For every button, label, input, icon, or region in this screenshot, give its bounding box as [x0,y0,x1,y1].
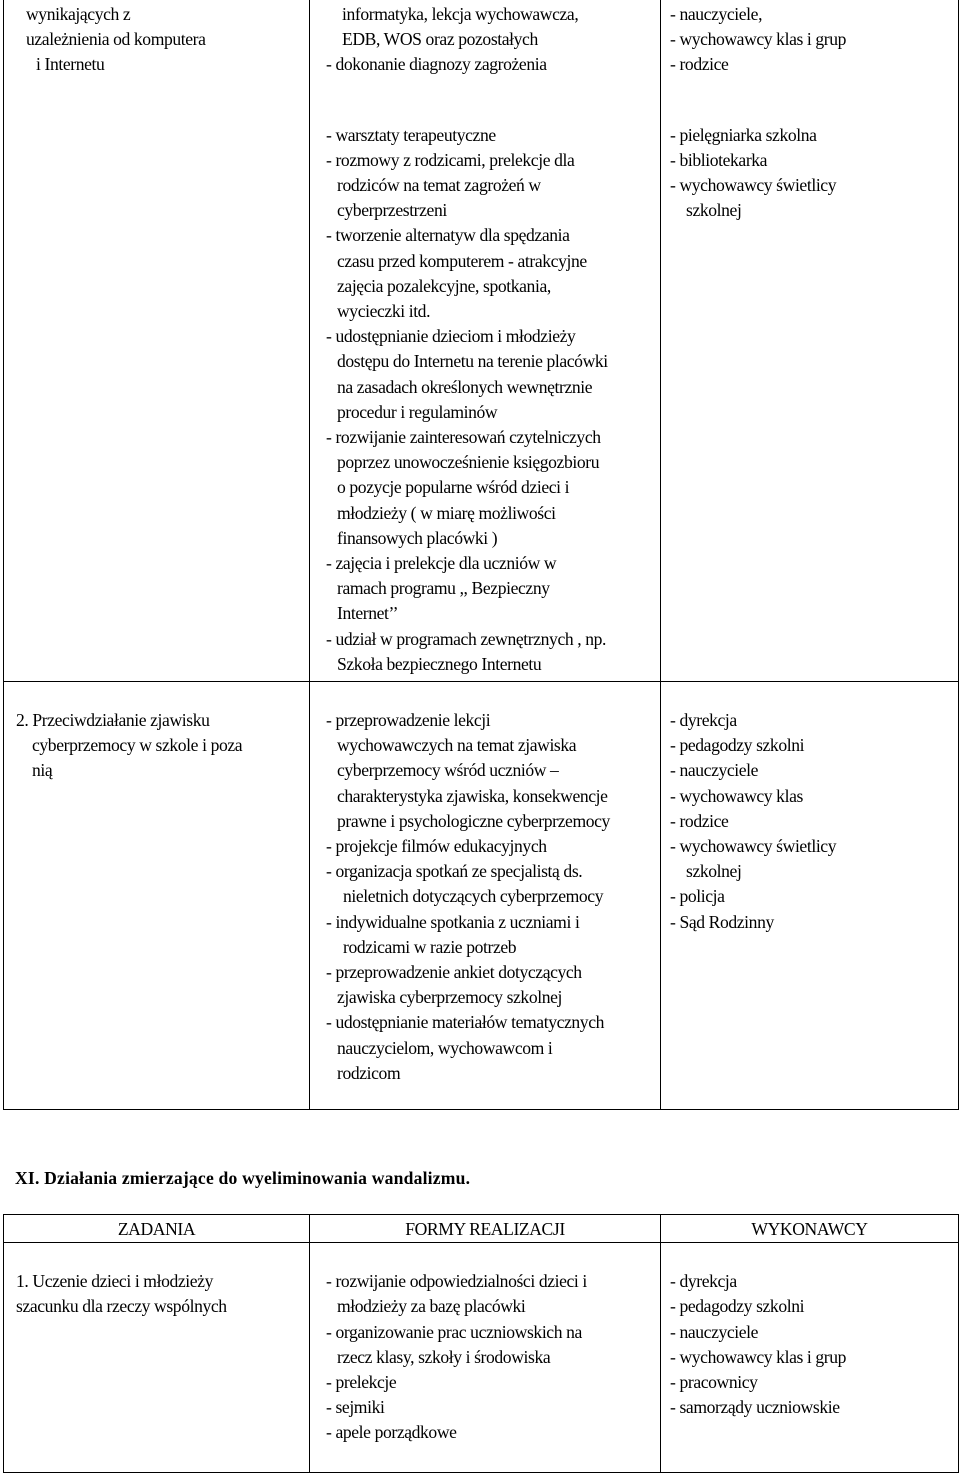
text-line: - nauczyciele, [670,4,763,24]
text-line: - wychowawcy klas i grup [670,1346,847,1367]
header-cell-tasks [4,1215,310,1243]
text-line: nieletnich dotyczących cyberprzemocy [343,886,604,907]
table-header-row [4,1215,959,1243]
header-label: ZADANIA [117,1219,196,1239]
text-line: czasu przed komputerem - atrakcyjne [337,250,587,271]
text-line: rodzicom [337,1062,401,1083]
text-line: - wychowawcy świetlicy [670,836,837,857]
text-line: cyberprzemocy w szkole i poza [32,735,243,756]
text-line: - warsztaty terapeutyczne [326,124,496,145]
text-line: - pedagodzy szkolni [670,735,805,756]
task-text [4,682,309,784]
text-line: - sejmiki [326,1397,385,1418]
text-line: szacunku dla rzeczy wspólnych [16,1296,227,1317]
header-cell-forms [310,1215,661,1243]
task-cell [4,0,310,682]
text-line: dostępu do Internetu na terenie placówki [337,351,608,372]
forms-text [310,1243,660,1445]
text-line: - indywidualne spotkania z uczniami i [326,911,580,932]
text-line: rodzicami w razie potrzeb [343,936,517,957]
text-line: - tworzenie alternatyw dla spędzania [326,225,570,246]
text-line: ramach programu ,, Bezpieczny [337,578,550,599]
task-cell [4,1243,310,1473]
text-line: informatyka, lekcja wychowawcza, [342,4,579,24]
executors-text [661,1243,958,1420]
table-upper [3,0,959,1110]
text-line: - pracownicy [670,1372,758,1393]
text-line: zjawiska cyberprzemocy szkolnej [337,987,563,1008]
executors-text [661,0,958,223]
text-line: - wychowawcy klas [670,785,803,806]
text-line: - rodzice [670,810,729,831]
text-line: - rozwijanie zainteresowań czytelniczych [326,427,601,448]
text-line: - apele porządkowe [326,1422,457,1443]
text-line: wynikających z [26,4,131,24]
text-line: - bibliotekarka [670,149,768,170]
text-line: charakterystyka zjawiska, konsekwencje [337,785,608,806]
text-line: - samorządy uczniowskie [670,1397,840,1418]
text-line: - prelekcje [326,1372,397,1393]
table-row [4,0,959,682]
task-text [4,1243,309,1319]
text-line: - zajęcia i prelekcje dla uczniów w [326,553,557,574]
text-line: o pozycje popularne wśród dzieci i [337,477,570,498]
text-line: młodzieży za bazę placówki [337,1296,526,1317]
header-label: WYKONAWCY [751,1219,868,1239]
text-line: 2. Przeciwdziałanie zjawisku [16,710,210,730]
text-line: zajęcia pozalekcyjne, spotkania, [337,275,551,296]
header-cell-executors [661,1215,959,1243]
text-line: - nauczyciele [670,760,759,781]
spacer [326,78,660,123]
text-line: wycieczki itd. [337,301,431,322]
text-line: rzecz klasy, szkoły i środowiska [337,1346,551,1367]
text-line: i Internetu [36,54,105,75]
executors-cell [661,682,959,1110]
text-line: 1. Uczenie dzieci i młodzieży [16,1271,213,1292]
text-line: - pedagodzy szkolni [670,1296,805,1317]
text-line: - przeprowadzenie lekcji [326,710,491,730]
executors-text [661,682,958,935]
text-line: - rodzice [670,54,729,75]
text-line: nauczycielom, wychowawcom i [337,1037,553,1058]
text-line: - rozmowy z rodzicami, prelekcje dla [326,149,575,170]
header-label: FORMY REALIZACJI [405,1219,565,1239]
text-line: - dyrekcja [670,710,737,730]
text-line: - projekcje filmów edukacyjnych [326,836,547,857]
text-line: - organizacja spotkań ze specjalistą ds. [326,861,583,882]
text-line: - wychowawcy świetlicy [670,175,837,196]
text-line: - udostępnianie dzieciom i młodzieży [326,326,576,347]
text-line: wychowawczych na temat zjawiska [337,735,577,756]
text-line: - udział w programach zewnętrznych , np. [326,628,607,649]
text-line: Internet’’ [337,603,399,624]
table-lower [3,1214,959,1473]
executors-cell [661,1243,959,1473]
text-line: - pielęgniarka szkolna [670,124,817,145]
text-line: - udostępnianie materiałów tematycznych [326,1012,605,1033]
text-line: finansowych placówki ) [337,527,498,548]
spacer [670,78,958,123]
text-line: szkolnej [686,861,742,882]
text-line: prawne i psychologiczne cyberprzemocy [337,810,610,831]
text-line: - nauczyciele [670,1321,759,1342]
forms-cell [310,1243,661,1473]
text-line: nią [32,760,53,781]
text-line: - wychowawcy klas i grup [670,29,847,50]
text-line: procedur i regulaminów [337,401,498,422]
forms-text [310,0,660,677]
text-line: szkolnej [686,200,742,221]
forms-cell [310,0,661,682]
text-line: - policja [670,886,725,907]
text-line: EDB, WOS oraz pozostałych [342,29,538,50]
text-line: - organizowanie prac uczniowskich na [326,1321,582,1342]
table-row [4,1243,959,1473]
table-row [4,682,959,1110]
text-line: - rozwijanie odpowiedzialności dzieci i [326,1271,587,1292]
text-line: - Sąd Rodzinny [670,911,774,932]
section-heading: XI. Działania zmierzające do wyeliminowania wandalizmu. [15,1168,471,1188]
text-line: Szkoła bezpiecznego Internetu [337,653,542,674]
task-cell [4,682,310,1110]
text-line: cyberprzestrzeni [337,200,447,221]
text-line: - przeprowadzenie ankiet dotyczących [326,962,582,983]
text-line: rodziców na temat zagrożeń w [337,175,541,196]
text-line: uzależnienia od komputera [26,29,206,50]
forms-cell [310,682,661,1110]
text-line: - dyrekcja [670,1271,737,1292]
text-line: poprzez unowocześnienie księgozbioru [337,452,600,473]
text-line: młodzieży ( w miarę możliwości [337,502,556,523]
task-text [4,0,309,78]
text-line: cyberprzemocy wśród uczniów – [337,760,559,781]
forms-text [310,682,660,1086]
text-line: na zasadach określonych wewnętrznie [337,376,593,397]
text-line: - dokonanie diagnozy zagrożenia [326,54,547,75]
executors-cell [661,0,959,682]
